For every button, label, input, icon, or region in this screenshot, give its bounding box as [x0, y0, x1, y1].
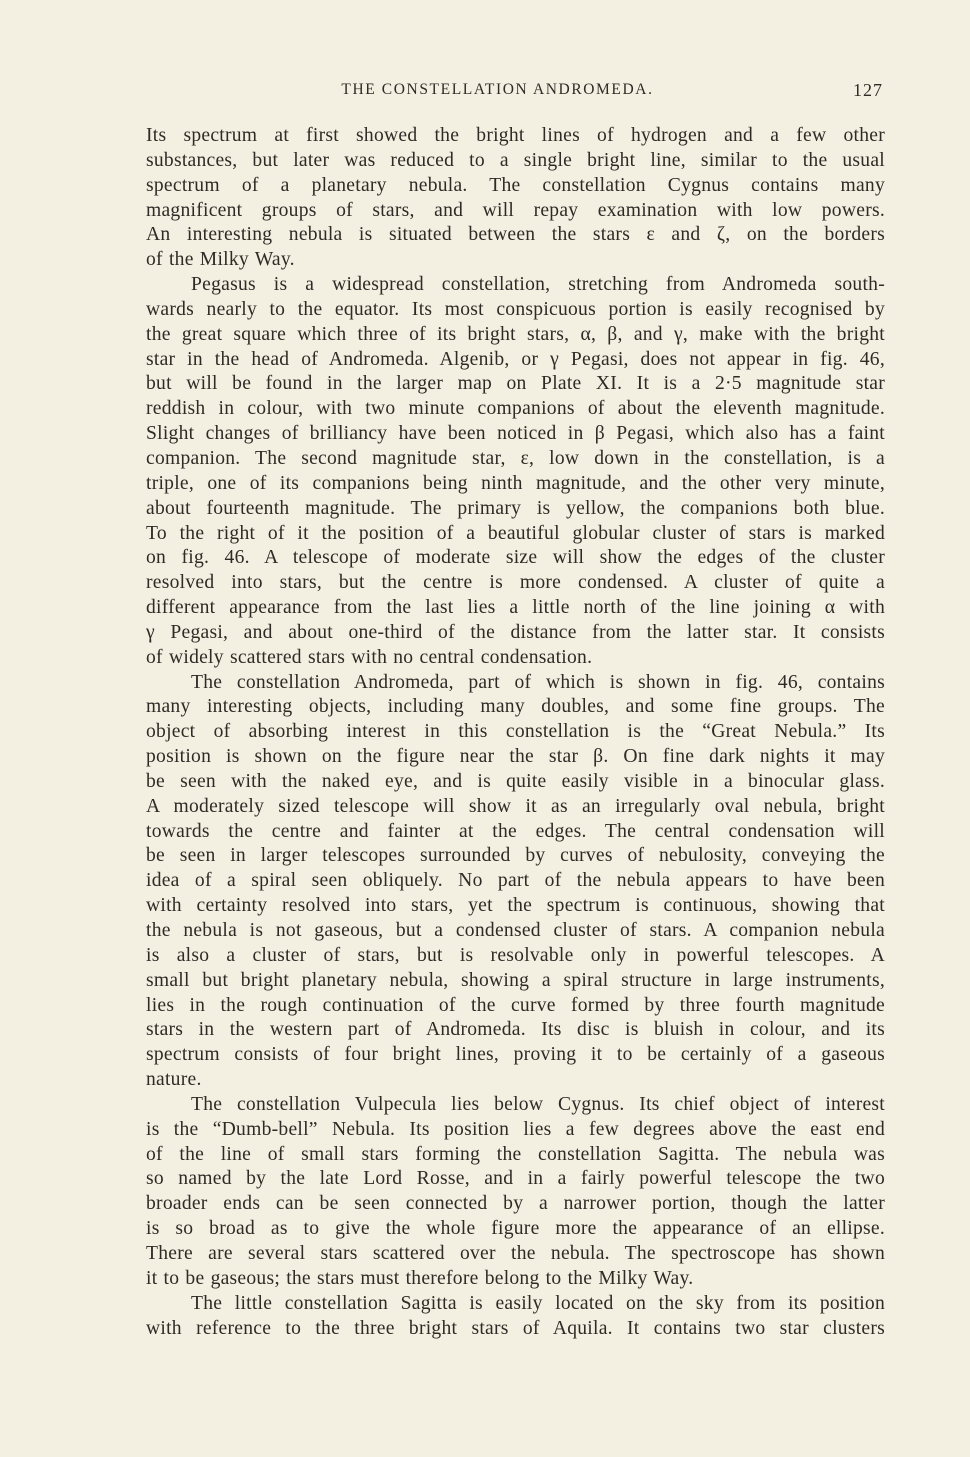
text-line: Slight changes of brilliancy have been noticed in β Pegasi, which also has a faint	[146, 423, 885, 445]
body-text	[101, 124, 885, 1341]
text-line: The constellation Andromeda, part of which is shown in fig. 46, contains	[191, 671, 885, 693]
text-line: To the right of it the position of a beautiful globular cluster of stars is marked	[146, 522, 885, 544]
text-line: stars in the western part of Andromeda. Its disc is bluish in colour, and its	[146, 1019, 885, 1041]
text-line: A moderately sized telescope will show it as an irregularly oval nebula, bright	[146, 795, 885, 817]
text-line: γ Pegasi, and about one-third of the distance from the latter star. It consists	[146, 621, 885, 643]
text-line: be seen with the naked eye, and is quite easily visible in a binocular glass.	[146, 770, 885, 792]
text-line: resolved into stars, but the centre is more condensed. A cluster of quite a	[146, 572, 885, 594]
text-line: position is shown on the figure near the star β. On fine dark nights it may	[146, 746, 885, 768]
text-line: the great square which three of its bright stars, α, β, and γ, make with the bright	[146, 323, 885, 345]
text-line: small but bright planetary nebula, showing a spiral structure in large instruments,	[146, 969, 885, 991]
paragraph	[101, 1292, 885, 1342]
paragraph	[101, 671, 885, 1093]
text-line: star in the head of Andromeda. Algenib, or γ Pegasi, does not appear in fig. 46,	[146, 348, 885, 370]
text-line: different appearance from the last lies a little north of the line joining α with	[146, 597, 885, 619]
text-line: of the Milky Way.	[146, 249, 295, 271]
text-line: of widely scattered stars with no central condensation.	[146, 646, 593, 668]
text-line: lies in the rough continuation of the curve formed by three fourth magnitude	[146, 994, 885, 1016]
text-line: but will be found in the larger map on Plate XI. It is a 2·5 magnitude star	[146, 373, 885, 395]
text-line: Pegasus is a widespread constellation, stretching from Andromeda south-	[191, 274, 885, 296]
page-number: 127	[853, 80, 883, 100]
text-line: object of absorbing interest in this constellation is the “Great Nebula.” Its	[146, 721, 885, 743]
text-line: with certainty resolved into stars, yet the spectrum is continuous, showing that	[146, 895, 885, 917]
text-line: Its spectrum at first showed the bright lines of hydrogen and a few other	[146, 125, 885, 146]
paragraph	[101, 1093, 885, 1292]
text-line: idea of a spiral seen obliquely. No part of the nebula appears to have been	[146, 870, 885, 892]
text-line: magnificent groups of stars, and will repay examination with low powers.	[146, 199, 885, 221]
text-line: reddish in colour, with two minute companions of about the eleventh magnitude.	[146, 398, 885, 420]
text-line: substances, but later was reduced to a single bright line, similar to the usual	[146, 149, 885, 171]
text-line: broader ends can be seen connected by a narrower portion, though the latter	[146, 1193, 885, 1215]
text-line: nature.	[146, 1069, 202, 1091]
text-line: The constellation Vulpecula lies below Cygnus. Its chief object of interest	[191, 1093, 885, 1115]
text-line: on fig. 46. A telescope of moderate size will show the edges of the cluster	[146, 547, 885, 569]
text-line: with reference to the three bright stars of Aquila. It contains two star clusters	[146, 1317, 885, 1339]
text-line: it to be gaseous; the stars must therefore belong to the Milky Way.	[146, 1267, 694, 1289]
text-line: the nebula is not gaseous, but a condensed cluster of stars. A companion nebula	[146, 920, 885, 941]
paragraph	[101, 124, 885, 273]
text-line: wards nearly to the equator. Its most conspicuous portion is easily recognised by	[146, 298, 885, 320]
text-line: so named by the late Lord Rosse, and in a fairly powerful telescope the two	[146, 1168, 885, 1190]
paragraph	[101, 273, 885, 671]
text-line: is the “Dumb-bell” Nebula. Its position lies a few degrees above the east end	[146, 1118, 885, 1140]
text-line: spectrum of a planetary nebula. The constellation Cygnus contains many	[146, 174, 885, 196]
text-line: spectrum consists of four bright lines, proving it to be certainly of a gaseous	[146, 1044, 885, 1066]
text-line: An interesting nebula is situated between the stars ε and ζ, on the borders	[146, 224, 885, 246]
running-head	[100, 80, 885, 104]
text-line: about fourteenth magnitude. The primary is yellow, the companions both blue.	[146, 497, 885, 519]
text-line: triple, one of its companions being ninth magnitude, and the other very minute,	[146, 472, 885, 494]
text-line: of the line of small stars forming the constellation Sagitta. The nebula was	[146, 1143, 885, 1165]
text-line: towards the centre and fainter at the edges. The central condensation will	[146, 820, 885, 842]
text-line: is also a cluster of stars, but is resolvable only in powerful telescopes. A	[146, 944, 885, 966]
text-line: companion. The second magnitude star, ε, low down in the constellation, is a	[146, 447, 885, 469]
running-title: THE CONSTELLATION ANDROMEDA.	[341, 81, 654, 98]
text-line: be seen in larger telescopes surrounded by curves of nebulosity, conveying the	[146, 845, 885, 867]
text-line: There are several stars scattered over the nebula. The spectroscope has shown	[146, 1242, 885, 1264]
text-line: The little constellation Sagitta is easily located on the sky from its position	[191, 1292, 885, 1314]
text-line: is so broad as to give the whole figure more the appearance of an ellipse.	[146, 1218, 885, 1240]
text-line: many interesting objects, including many doubles, and some fine groups. The	[146, 696, 885, 718]
